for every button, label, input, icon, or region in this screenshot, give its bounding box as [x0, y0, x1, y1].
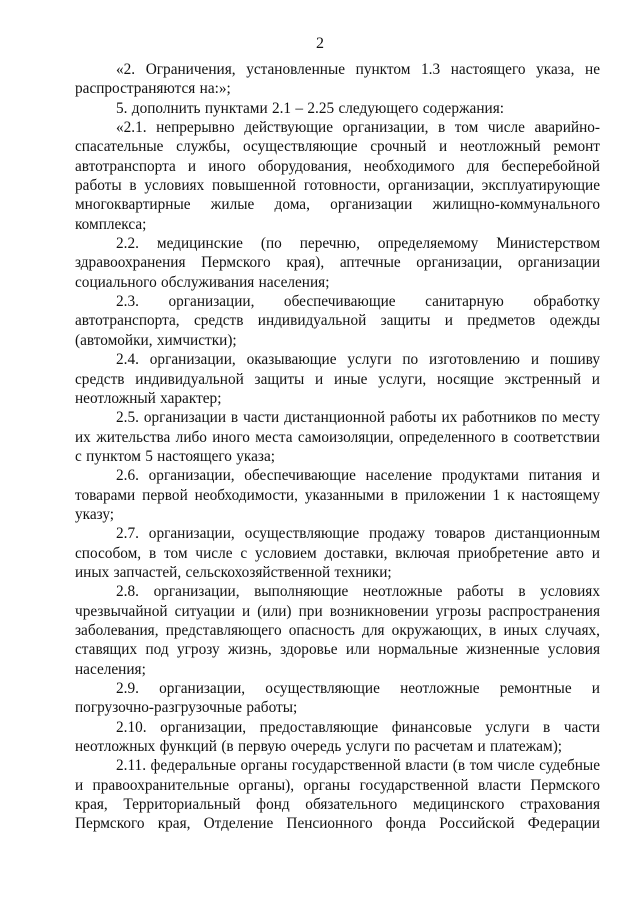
paragraph-2-1: «2.1. непрерывно действующие организации, в том числе аварийно-спасательные службы, осуществляющие срочный и неотложный ремонт автотранспорта и иного оборудования, необходимого для бесперебойной работы в условиях повышенной готовности, организации, эксплуатирующие многоквартирные жилые дома, организации жилищно-коммунального комплекса;: [75, 119, 600, 233]
paragraph-1: «2. Ограничения, установленные пунктом 1.3 настоящего указа, не распространяются на:»;: [75, 61, 600, 98]
paragraph-2-11: 2.11. федеральные органы государственной власти (в том числе судебные и правоохранительные органы), органы государственной власти Пермского края, Территориальный фонд обязательного медицинского страхования Пермского края, Отделение Пенсионного фонда Российской Федерации: [75, 757, 600, 833]
paragraph-2-10: 2.10. организации, предоставляющие финансовые услуги в части неотложных функций (в первую очередь услуги по расчетам и платежам);: [75, 718, 600, 756]
paragraph-2-6: 2.6. организации, обеспечивающие население продуктами питания и товарами первой необходимости, указанными в приложении 1 к настоящему указу;: [75, 467, 600, 523]
paragraph-2-5: 2.5. организации в части дистанционной работы их работников по месту их жительства либо иного места самоизоляции, определенного в соответствии с пунктом 5 настоящего указа;: [75, 409, 600, 465]
page-number: 2: [316, 35, 324, 52]
paragraph-2-8: 2.8. организации, выполняющие неотложные работы в условиях чрезвычайной ситуации и (или) при возникновении угрозы распространения заболевания, представляющего опасность для окружающих, в иных случаях, ставящих под угрозу жизнь, здоровье или нормальные жизненные условия населения;: [75, 583, 600, 678]
paragraph-2-9: 2.9. организации, осуществляющие неотложные ремонтные и погрузочно-разгрузочные работы;: [75, 680, 600, 717]
paragraph-2-7: 2.7. организации, осуществляющие продажу товаров дистанционным способом, в том числе с условием доставки, включая приобретение авто и иных запчастей, сельскохозяйственной техники;: [75, 525, 600, 581]
document-body: [75, 60, 600, 834]
paragraph-2-4: 2.4. организации, оказывающие услуги по изготовлению и пошиву средств индивидуальной защиты и иные услуги, носящие экстренный и неотложный характер;: [75, 351, 600, 407]
paragraph-2: 5. дополнить пунктами 2.1 – 2.25 следующего содержания:: [116, 99, 505, 117]
paragraph-2-2: 2.2. медицинские (по перечню, определяемому Министерством здравоохранения Пермского края), аптечные организации, организации социального обслуживания населения;: [75, 235, 600, 291]
paragraph-2-3: 2.3. организации, обеспечивающие санитарную обработку автотранспорта, средств индивидуальной защиты и предметов одежды (автомойки, химчистки);: [75, 293, 600, 349]
